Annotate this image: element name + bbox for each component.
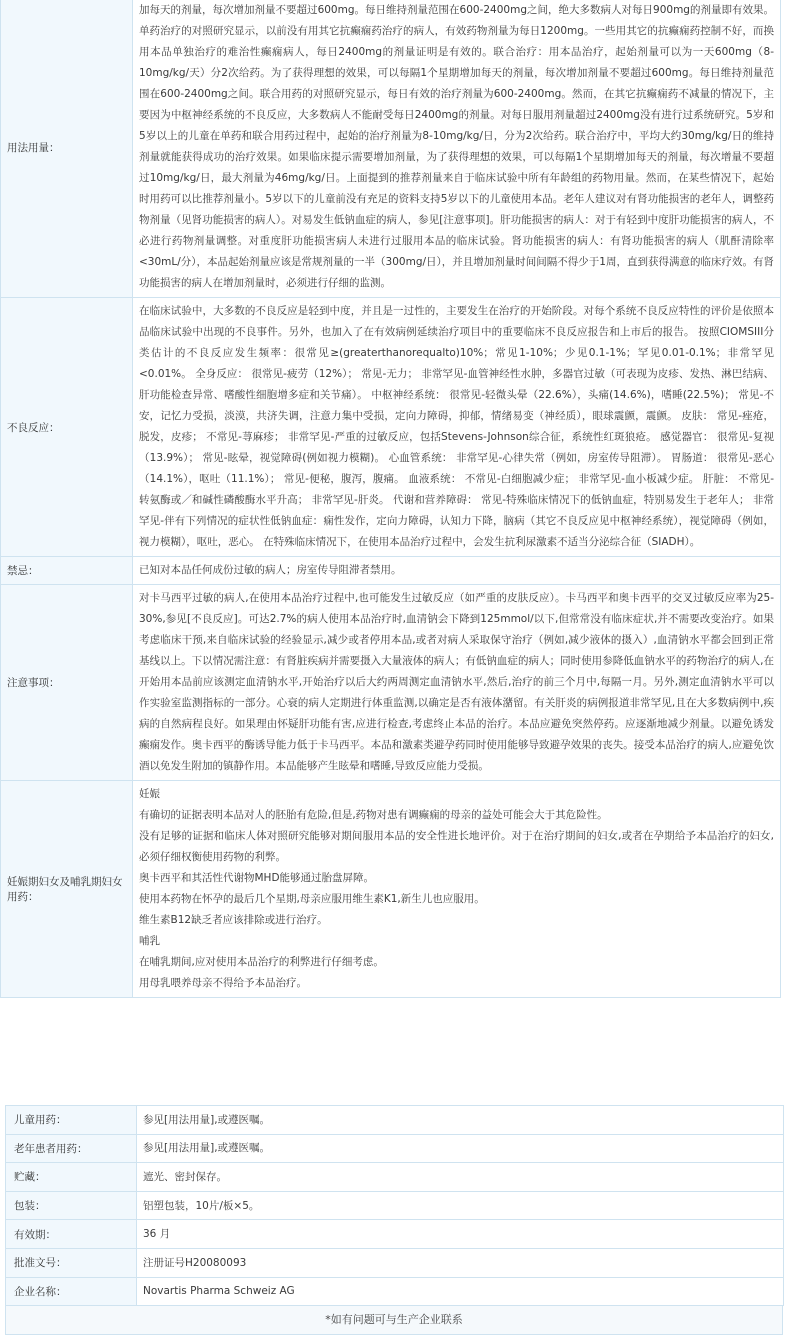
paragraph: 妊娠 [139,788,160,800]
contraindications-label: 禁忌： [1,557,133,585]
paragraph: 使用本药物在怀孕的最后几个星期,母亲应服用维生素K1,新生儿也应服用。 [139,893,485,905]
storage-text: 遮光、密封保存。 [137,1163,784,1192]
row-packaging [6,1191,784,1220]
row-approval-number [6,1248,784,1277]
drug-info-table-summary [5,1105,784,1306]
storage-label: 贮藏： [6,1163,137,1192]
row-pregnancy-lactation [1,781,781,998]
row-pediatric-use [6,1106,784,1135]
pregnancy-lactation-text [133,781,781,998]
adverse-reactions-label: 不良反应： [1,298,133,557]
row-dosage [1,0,781,298]
paragraph: 在哺乳期间,应对使用本品治疗的利弊进行仔细考虑。 [139,956,384,968]
approval-number-text: 注册证号H20080093 [137,1248,784,1277]
shelf-life-label: 有效期： [6,1220,137,1249]
paragraph: 有确切的证据表明本品对人的胚胎有危险,但是,药物对患有调癫痫的母亲的益处可能会大于其危险性。 [139,809,608,821]
paragraph: 用母乳喂养母亲不得给予本品治疗。 [139,977,307,989]
manufacturer-label: 企业名称： [6,1277,137,1306]
pregnancy-lactation-label: 妊娠期妇女及哺乳期妇女用药： [1,781,133,998]
precautions-text: 对卡马西平过敏的病人,在使用本品治疗过程中,也可能发生过敏反应（如严重的皮肤反应）。卡马西平和奥卡西平的交叉过敏反应率为25-30%,参见[不良反应]。可达2.7%的病人使用本品治疗时,血清钠会下降到125mmol/以下,但常常没有临床症状,并不需要改变治疗。如果考虑临床干预,来自临床试验的经验显示,减少或者停用本品,或者对病人采取保守治疗（例如,减少液体的摄入）,血清钠水平都会回到正常基线以上。下以情况需注意：有肾脏疾病并需要摄入大量液体的病人；有低钠血症的病人；同时使用参降低血钠水平的药物治疗的病人,在开始用本品前应该测定血清钠水平,开始治疗以后大约两周测定血清钠水平,然后,治疗的前三个月中,每隔一月。另外,测定血清钠水平可以作实验室监测指标的一部分。心衰的病人定期进行体重监测,以确定是否有液体潴留。有关肝炎的病例报道非常罕见,且在大多数病例中,疾病的自然病程良好。如果理由怀疑肝功能有害,应进行检查,考虑终止本品的治疗。本品应避免突然停药。应逐渐地减少剂量。以避免诱发癫痫发作。奥卡西平的酶诱导能力低于卡马西平。本品和激素类避孕药同时使用能够导致避孕效果的丧失。接受本品治疗的病人,应避免饮酒以免发生附加的镇静作用。本品能够产生眩晕和嗜睡,导致反应能力受损。 [133,585,781,781]
pediatric-use-text: 参见[用法用量],或遵医嘱。 [137,1106,784,1135]
contact-note: *如有问题可与生产企业联系 [5,1305,783,1335]
row-geriatric-use [6,1134,784,1163]
dosage-text: 加每天的剂量，每次增加剂量不要超过600mg。每日维持剂量范围在600-2400mg之间，绝大多数病人对每日900mg的剂量即有效果。单药治疗的对照研究显示，以前没有用其它抗癫痫药治疗的病人，有效药物剂量为每日1200mg。一些用其它的抗癫痫药控制不好，而换用本品单独治疗的难治性癫痫病人，每日2400mg的剂量证明是有效的。联合治疗：用本品治疗，起始剂量可以为一天600mg（8-10mg/kg/天）分2次给药。为了获得理想的效果，可以每隔1个星期增加每天的剂量，每次增加剂量不要超过600mg。每日维持剂量范围在600-2400mg之间。联合用药的对照研究显示，每日有效的治疗剂量为600-2400mg。然而，在其它抗癫痫药不减量的情况下，主要因为中枢神经系统的不良反应，大多数病人不能耐受每日2400mg的剂量。对每日服用剂量超过2400mg没有进行过系统研究。5岁和5岁以上的儿童在单药和联合用药过程中，起始的治疗剂量为8-10mg/kg/日，分为2次给药。联合治疗中，平均大约30mg/kg/日的维持剂量就能获得成功的治疗效果。如果临床提示需要增加剂量，为了获得理想的效果，可以每隔1个星期增加每天的剂量，每次增量不要超过10mg/kg/日，最大剂量为46mg/kg/日。上面提到的推荐剂量来自于临床试验中所有年龄组的药物用量。然而，在某些情况下，起始时用药可以比推荐剂量小。5岁以下的儿童前没有充足的资料支持5岁以下的儿童使用本品。老年人建议对有肾功能损害的老年人，调整药物剂量（见肾功能损害的病人）。对易发生低钠血症的病人，参见[注意事项]。肝功能损害的病人：对于有轻到中度肝功能损害的病人，不必进行药物剂量调整。对重度肝功能损害病人未进行过服用本品的临床试验。肾功能损害的病人：有肾功能损害的病人（肌酐清除率<30mL/分），本品起始剂量应该是常规剂量的一半（300mg/日），并且增加剂量时间间隔不得少于1周，直到获得满意的临床疗效。有肾功能损害的病人在增加剂量时，必须进行仔细的监测。 [133,0,781,298]
paragraph: 没有足够的证据和临床人体对照研究能够对期间服用本品的安全性进长地评价。对于在治疗期间的妇女,或者在孕期给予本品治疗的妇女,必须仔细权衡使用药物的利弊。 [139,830,774,863]
precautions-label: 注意事项： [1,585,133,781]
row-shelf-life [6,1220,784,1249]
contraindications-text: 已知对本品任何成份过敏的病人；房室传导阻滞者禁用。 [133,557,781,585]
dosage-label: 用法用量： [1,0,133,298]
paragraph: 奥卡西平和其活性代谢物MHD能够通过胎盘屏障。 [139,872,375,884]
manufacturer-text: Novartis Pharma Schweiz AG [137,1277,784,1306]
paragraph: 维生素B12缺乏者应该排除或进行治疗。 [139,914,328,926]
paragraph: 哺乳 [139,935,160,947]
row-storage [6,1163,784,1192]
row-precautions [1,585,781,781]
geriatric-use-label: 老年患者用药： [6,1134,137,1163]
row-contraindications [1,557,781,585]
row-manufacturer [6,1277,784,1306]
packaging-label: 包装： [6,1191,137,1220]
pediatric-use-label: 儿童用药： [6,1106,137,1135]
row-adverse-reactions [1,298,781,557]
packaging-text: 铝塑包装，10片/板×5。 [137,1191,784,1220]
adverse-reactions-text: 在临床试验中，大多数的不良反应是轻到中度，并且是一过性的，主要发生在治疗的开始阶段。对每个系统不良反应特性的评价是依照本品临床试验中出现的不良事件。另外，也加入了在有效病例延续治疗项目中的重要临床不良反应报告和上市后的报告。 按照CIOMSIII分类估计的不良反应发生频率：很常见≥(greaterthanorequalto)10%；常见1-10%；少见0.1-1%；罕见0.01-0.1%；非常罕见<0.01%。 全身反应： 很常见-疲劳（12%）； 常见-无力； 非常罕见-血管神经性水肿，多器官过敏（可表现为皮疹、发热、淋巴结病、肝功能检查异常、嗜酸性细胞增多症和关节痛）。 中枢神经系统： 很常见-轻微头晕（22.6%），头痛(14.6%)，嗜睡(22.5%)； 常见-不安，记忆力受损，淡漠，共济失调，注意力集中受损，定向力障碍，抑郁，情绪易变（神经质），眼球震颤，震颤。 皮肤： 常见-痤疮，脱发，皮疹； 不常见-荨麻疹； 非常罕见-严重的过敏反应，包括Stevens-Johnson综合征，系统性红斑狼疮。 感觉器官： 很常见-复视（13.9%）； 常见-眩晕，视觉障碍(例如视力模糊)。 心血管系统： 非常罕见-心律失常（例如，房室传导阻滞）。 胃肠道： 很常见-恶心（14.1%），呕吐（11.1%）； 常见-便秘，腹泻，腹痛。 血液系统： 不常见-白细胞减少症； 非常罕见-血小板减少症。 肝脏： 不常见-转氨酶或／和碱性磷酸酶水平升高； 非常罕见-肝炎。 代谢和营养障碍： 常见-特殊临床情况下的低钠血症，特别易发生于老年人； 非常罕见-伴有下列情况的症状性低钠血症：痫性发作，定向力障碍，认知力下降，脑病（其它不良反应见中枢神经系统），视觉障碍（例如，视力模糊），呕吐，恶心。 在特殊临床情况下，在使用本品治疗过程中，会发生抗利尿激素不适当分泌综合征（SIADH）。 [133,298,781,557]
geriatric-use-text: 参见[用法用量],或遵医嘱。 [137,1134,784,1163]
shelf-life-text: 36 月 [137,1220,784,1249]
approval-number-label: 批准文号： [6,1248,137,1277]
